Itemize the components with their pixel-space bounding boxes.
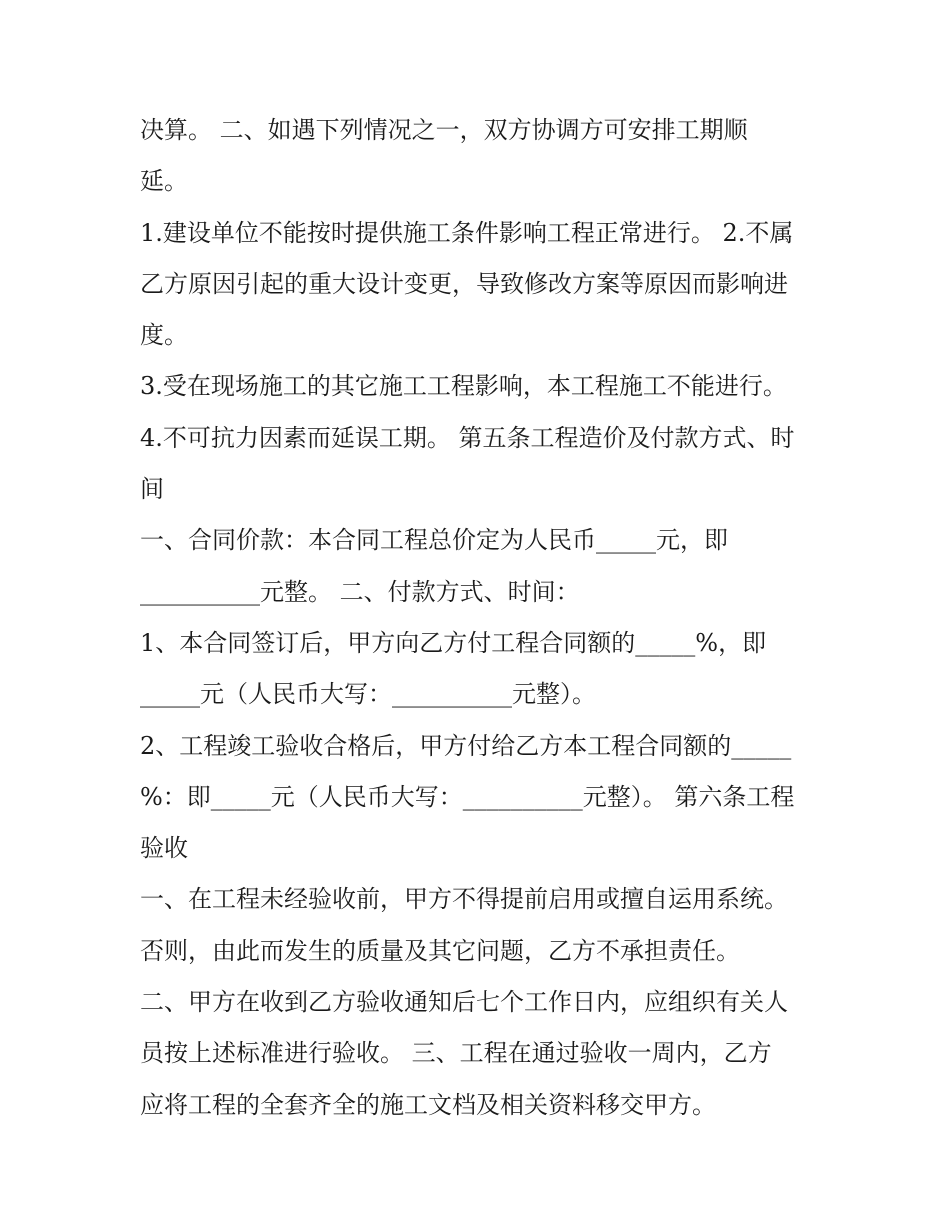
text-line: 4.不可抗力因素而延误工期。 第五条工程造价及付款方式、时 xyxy=(140,423,795,452)
text-line: 1、本合同签订后，甲方向乙方付工程合同额的_____%，即 xyxy=(140,628,767,657)
text-line: 3.受在现场施工的其它施工工程影响，本工程施工不能进行。 xyxy=(140,372,787,401)
text-line: 否则，由此而发生的质量及其它问题，乙方不承担责任。 xyxy=(140,936,740,965)
text-line: 验收 xyxy=(140,834,188,863)
text-line: 一、在工程未经验收前，甲方不得提前启用或擅自运用系统。 xyxy=(140,885,788,914)
text-line: %：即_____元（人民币大写：__________元整）。 第六条工程 xyxy=(140,782,795,811)
text-line: 1.建设单位不能按时提供施工条件影响工程正常进行。 2.不属 xyxy=(140,218,794,247)
text-line: 2、工程竣工验收合格后，甲方付给乙方本工程合同额的_____ xyxy=(140,731,792,760)
text-line: 应将工程的全套齐全的施工文档及相关资料移交甲方。 xyxy=(140,1090,716,1119)
text-line: 延。 xyxy=(140,167,188,196)
text-line: 二、甲方在收到乙方验收通知后七个工作日内，应组织有关人 xyxy=(140,988,788,1017)
text-line: 一、合同价款：本合同工程总价定为人民币_____元，即 xyxy=(140,526,728,555)
text-line: _____元（人民币大写：__________元整）。 xyxy=(140,680,596,709)
document-body xyxy=(140,105,820,1131)
text-line: 决算。 二、如遇下列情况之一，双方协调方可安排工期顺 xyxy=(140,116,748,144)
text-line: 员按上述标准进行验收。 三、工程在通过验收一周内，乙方 xyxy=(140,1039,772,1068)
text-line: 间 xyxy=(140,475,164,504)
text-line: __________元整。 二、付款方式、时间： xyxy=(140,577,580,606)
text-line: 乙方原因引起的重大设计变更，导致修改方案等原因而影响进 xyxy=(140,269,788,298)
text-line: 度。 xyxy=(140,321,188,350)
